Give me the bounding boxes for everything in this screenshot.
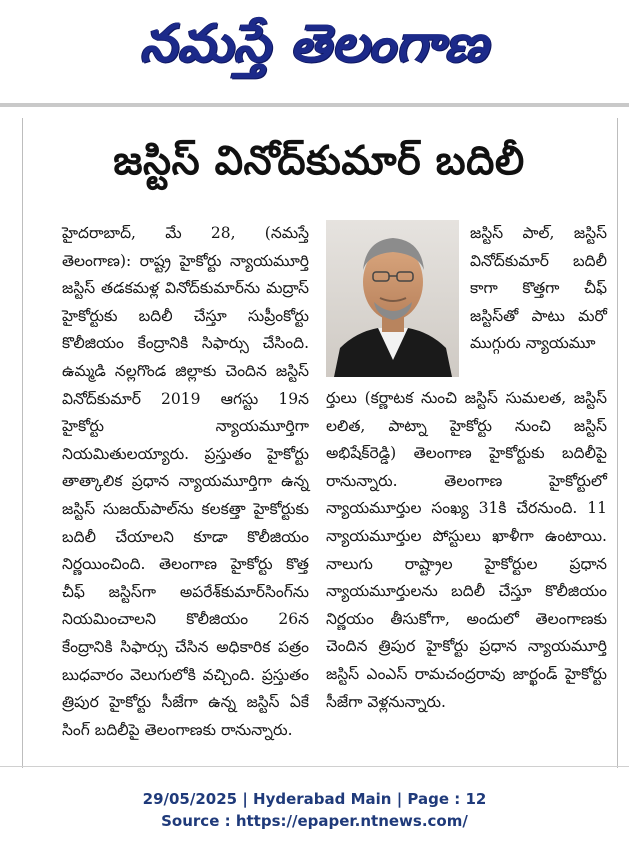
edition-info: 29/05/2025 | Hyderabad Main | Page : 12 bbox=[142, 790, 487, 808]
left-column-text: హైదరాబాద్, మే 28, (నమస్తే తెలంగాణ): రాష్ట్ర హైకోర్టు న్యాయమూర్తి జస్టిస్ తడకమళ్ల వినోద్‌కుమార్‌ను మద్రాస్ హైకోర్టుకు బదిలీ చేస్తూ సుప్రీంకోర్టు కొలీజియం కేంద్రానికి సిఫార్సు చేసింది. ఉమ్మడి నల్లగొండ జిల్లాకు చెందిన జస్టిస్ వినోద్‌కుమార్ 2019 ఆగస్టు 19న హైకోర్టు న్యాయమూర్తిగా నియమితులయ్యారు. ప్రస్తుతం హైకోర్టు తాత్కాలిక ప్రధాన న్యాయమూర్తిగా ఉన్న జస్టిస్ సుజయ్‌పాల్‌ను కలకత్తా హైకోర్టుకు బదిలీ చేయాలని కూడా కొలీజియం నిర్ణయించింది. తెలంగాణ హైకోర్టు కొత్త చీఫ్ జస్టిస్‌గా అపరేశ్‌కుమార్‌సింగ్‌ను నియమించాలని కొలీజియం 26న కేంద్రానికి సిఫార్సు చేసిన అధికారిక పత్రం బుధవారం వెలుగులోకి వచ్చింది. ప్రస్తుతం త్రిపుర హైకోర్టు సీజేగా ఉన్న జస్టిస్ ఏకే సింగ్ బదిలీపై తెలంగాణకు రానున్నారు. bbox=[62, 224, 309, 739]
article-right-column-bottom bbox=[326, 385, 607, 716]
article-right-column-top bbox=[470, 220, 607, 358]
masthead-divider bbox=[0, 103, 629, 107]
article-headline: జస్టిస్ వినోద్‌కుమార్ బదిలీ bbox=[113, 138, 525, 184]
newspaper-logo: నమస్తే తెలంగాణ bbox=[140, 13, 489, 74]
right-column-top-text: జస్టిస్ పాల్, జస్టిస్ వినోద్‌కుమార్ బదిలీ కాగా కొత్తగా చీఫ్ జస్టిస్‌తో పాటు మరో ముగ్గురు న్యాయమూ bbox=[470, 224, 607, 353]
judge-photo bbox=[326, 220, 459, 377]
masthead bbox=[0, 0, 629, 100]
footer-divider bbox=[0, 766, 629, 767]
right-column-bottom-text: ర్తులు (కర్ణాటక నుంచి జస్టిస్ సుమలత, జస్టిస్ లలిత, పాట్నా హైకోర్టు నుంచి జస్టిస్ అభిషేక్‌రెడ్డి) తెలంగాణ హైకోర్టుకు బదిలీపై రానున్నారు. తెలంగాణ హైకోర్టులో న్యాయమూర్తుల సంఖ్య 31కి చేరనుంది. 11 న్యాయమూర్తుల పోస్టులు ఖాళీగా ఉంటాయి. నాలుగు రాష్ట్రాల హైకోర్టుల ప్రధాన న్యాయమూర్తులను బదిలీ చేస్తూ కొలీజియం నిర్ణయం తీసుకోగా, అందులో తెలంగాణకు చెందిన త్రిపుర హైకోర్టు ప్రధాన న్యాయమూర్తి జస్టిస్ ఎంఎస్ రామచంద్రరావు జార్ఖండ్ హైకోర్టు సీజేగా వెళ్లనున్నారు. bbox=[326, 389, 607, 711]
source-link[interactable]: Source : https://epaper.ntnews.com/ bbox=[161, 812, 468, 830]
article-left-column bbox=[62, 220, 309, 744]
portrait-image bbox=[326, 220, 459, 377]
